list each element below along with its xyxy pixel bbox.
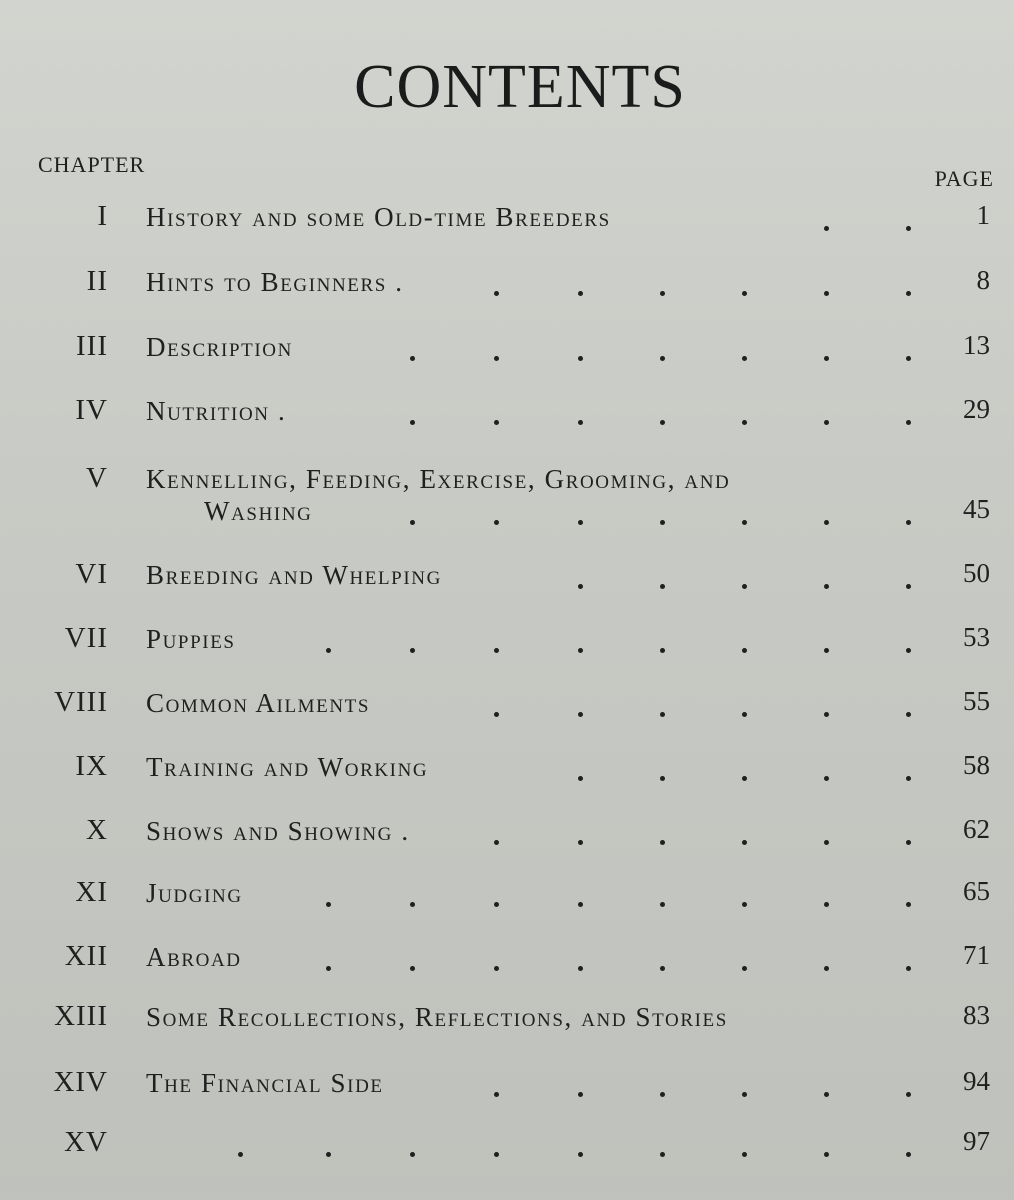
- leader-dot: [906, 648, 911, 653]
- leader-dot: [326, 648, 331, 653]
- leader-dots: [0, 750, 1014, 790]
- leader-dot: [824, 226, 829, 231]
- leader-dot: [742, 520, 747, 525]
- toc-entry: [0, 750, 1014, 790]
- chapter-title: Breeding and Whelping: [146, 560, 442, 590]
- leader-dot: [494, 966, 499, 971]
- leader-dot: [578, 291, 583, 296]
- leader-dot: [660, 902, 665, 907]
- chapter-number: XV: [64, 1126, 108, 1158]
- chapter-column-label: CHAPTER: [38, 152, 146, 177]
- page-number: 97: [963, 1126, 990, 1156]
- chapter-title: The Financial Side: [146, 1068, 384, 1098]
- leader-dot: [906, 776, 911, 781]
- leader-dot: [660, 712, 665, 717]
- leader-dots: [0, 940, 1014, 980]
- leader-dot: [824, 291, 829, 296]
- leader-dots: [0, 686, 1014, 726]
- leader-dot: [238, 1152, 243, 1157]
- leader-dot: [494, 712, 499, 717]
- leader-dot: [660, 584, 665, 589]
- leader-dot: [742, 776, 747, 781]
- leader-dot: [578, 420, 583, 425]
- leader-dot: [742, 584, 747, 589]
- page-number: 29: [963, 394, 990, 424]
- page-number: 1: [976, 200, 990, 230]
- toc-entry: [0, 558, 1014, 598]
- leader-dot: [494, 420, 499, 425]
- chapter-number: VIII: [54, 686, 108, 718]
- chapter-title: Judging: [146, 878, 243, 908]
- leader-dot: [906, 1092, 911, 1097]
- leader-dots: [0, 265, 1014, 305]
- toc-entry: [0, 1126, 1014, 1166]
- chapter-number: VI: [75, 558, 108, 590]
- leader-dot: [742, 1092, 747, 1097]
- leader-dot: [824, 1152, 829, 1157]
- toc-entry: [0, 394, 1014, 434]
- leader-dot: [660, 840, 665, 845]
- leader-dot: [410, 966, 415, 971]
- chapter-title: History and some Old-time Breeders: [146, 202, 611, 232]
- chapter-title: Description: [146, 332, 293, 362]
- page-number: 94: [963, 1066, 990, 1096]
- leader-dot: [742, 356, 747, 361]
- leader-dot: [906, 356, 911, 361]
- leader-dot: [742, 1152, 747, 1157]
- leader-dot: [494, 1092, 499, 1097]
- leader-dots: [0, 622, 1014, 662]
- leader-dot: [660, 356, 665, 361]
- page-number: 45: [963, 494, 990, 524]
- page-number: 55: [963, 686, 990, 716]
- leader-dot: [410, 648, 415, 653]
- leader-dot: [824, 966, 829, 971]
- toc-entry: [0, 622, 1014, 662]
- leader-dot: [410, 356, 415, 361]
- leader-dot: [660, 648, 665, 653]
- leader-dot: [824, 902, 829, 907]
- page-title: CONTENTS: [354, 53, 686, 121]
- page-number: 62: [963, 814, 990, 844]
- toc-entry: [0, 265, 1014, 305]
- page-number: 71: [963, 940, 990, 970]
- leader-dot: [578, 520, 583, 525]
- leader-dots: [0, 394, 1014, 434]
- leader-dot: [906, 966, 911, 971]
- leader-dot: [906, 584, 911, 589]
- chapter-number: IV: [75, 394, 108, 426]
- leader-dot: [742, 420, 747, 425]
- leader-dot: [742, 902, 747, 907]
- leader-dot: [494, 648, 499, 653]
- leader-dot: [578, 902, 583, 907]
- leader-dot: [742, 291, 747, 296]
- leader-dot: [326, 1152, 331, 1157]
- chapter-number: II: [86, 265, 108, 297]
- leader-dot: [494, 840, 499, 845]
- page-number: 53: [963, 622, 990, 652]
- leader-dot: [326, 902, 331, 907]
- leader-dot: [660, 420, 665, 425]
- page-number: 50: [963, 558, 990, 588]
- leader-dot: [906, 420, 911, 425]
- chapter-title: Kennelling, Feeding, Exercise, Grooming, and: [146, 464, 731, 494]
- leader-dot: [660, 520, 665, 525]
- chapter-number: XII: [64, 940, 108, 972]
- leader-dot: [906, 226, 911, 231]
- page-number: 8: [976, 265, 990, 295]
- chapter-title: Nutrition .: [146, 396, 287, 426]
- leader-dot: [824, 356, 829, 361]
- leader-dot: [494, 520, 499, 525]
- leader-dots: [0, 1126, 1014, 1166]
- chapter-number: XIV: [53, 1066, 108, 1098]
- leader-dot: [742, 966, 747, 971]
- leader-dot: [578, 356, 583, 361]
- page-column-label: PAGE: [934, 166, 994, 191]
- toc-entry: [0, 814, 1014, 854]
- leader-dot: [906, 712, 911, 717]
- leader-dot: [824, 1092, 829, 1097]
- leader-dot: [906, 840, 911, 845]
- leader-dot: [578, 584, 583, 589]
- chapter-number: III: [76, 330, 108, 362]
- chapter-title: Training and Working: [146, 752, 429, 782]
- toc-entry: [0, 1000, 1014, 1040]
- page-number: 83: [963, 1000, 990, 1030]
- toc-entry: [0, 940, 1014, 980]
- chapter-title: Puppies: [146, 624, 236, 654]
- leader-dot: [494, 1152, 499, 1157]
- toc-entry: [0, 330, 1014, 370]
- chapter-number: XIII: [54, 1000, 108, 1032]
- leader-dot: [578, 840, 583, 845]
- leader-dot: [410, 520, 415, 525]
- leader-dot: [742, 712, 747, 717]
- leader-dot: [824, 520, 829, 525]
- leader-dot: [660, 1152, 665, 1157]
- chapter-title-continued: Washing: [204, 496, 313, 526]
- leader-dot: [494, 291, 499, 296]
- leader-dots: [0, 876, 1014, 916]
- leader-dots: [0, 558, 1014, 598]
- leader-dot: [578, 966, 583, 971]
- leader-dots: [0, 1000, 1014, 1040]
- leader-dot: [660, 776, 665, 781]
- leader-dot: [660, 291, 665, 296]
- page-number: 58: [963, 750, 990, 780]
- leader-dot: [824, 584, 829, 589]
- leader-dot: [578, 776, 583, 781]
- leader-dot: [742, 840, 747, 845]
- chapter-number: IX: [75, 750, 108, 782]
- chapter-title: Hints to Beginners .: [146, 267, 404, 297]
- leader-dot: [660, 1092, 665, 1097]
- toc-entry: [0, 686, 1014, 726]
- leader-dot: [824, 840, 829, 845]
- leader-dot: [578, 1152, 583, 1157]
- leader-dot: [410, 420, 415, 425]
- leader-dot: [578, 648, 583, 653]
- chapter-title: Abroad: [146, 942, 242, 972]
- leader-dot: [906, 1152, 911, 1157]
- leader-dot: [494, 902, 499, 907]
- leader-dot: [578, 1092, 583, 1097]
- toc-entry: [0, 200, 1014, 240]
- chapter-number: X: [86, 814, 108, 846]
- toc-entry: [0, 876, 1014, 916]
- leader-dots: [0, 1066, 1014, 1106]
- leader-dots: [0, 330, 1014, 370]
- leader-dot: [824, 420, 829, 425]
- chapter-number: XI: [75, 876, 108, 908]
- chapter-number: V: [86, 462, 108, 494]
- leader-dot: [906, 902, 911, 907]
- chapter-number: VII: [64, 622, 108, 654]
- leader-dot: [824, 776, 829, 781]
- leader-dot: [410, 902, 415, 907]
- leader-dots: [0, 494, 1014, 534]
- leader-dots: [0, 814, 1014, 854]
- chapter-number: I: [97, 200, 108, 232]
- leader-dot: [824, 648, 829, 653]
- leader-dot: [660, 966, 665, 971]
- leader-dot: [410, 1152, 415, 1157]
- chapter-title: Some Recollections, Reflections, and Stories: [146, 1002, 728, 1032]
- leader-dots: [0, 200, 1014, 240]
- page-number: 65: [963, 876, 990, 906]
- page-number: 13: [963, 330, 990, 360]
- leader-dot: [824, 712, 829, 717]
- leader-dot: [742, 648, 747, 653]
- chapter-title: Shows and Showing .: [146, 816, 410, 846]
- leader-dot: [326, 966, 331, 971]
- chapter-title: Common Ailments: [146, 688, 371, 718]
- toc-entry: [0, 462, 1014, 526]
- leader-dot: [906, 520, 911, 525]
- toc-entry: [0, 1066, 1014, 1106]
- leader-dot: [906, 291, 911, 296]
- leader-dot: [494, 356, 499, 361]
- leader-dot: [578, 712, 583, 717]
